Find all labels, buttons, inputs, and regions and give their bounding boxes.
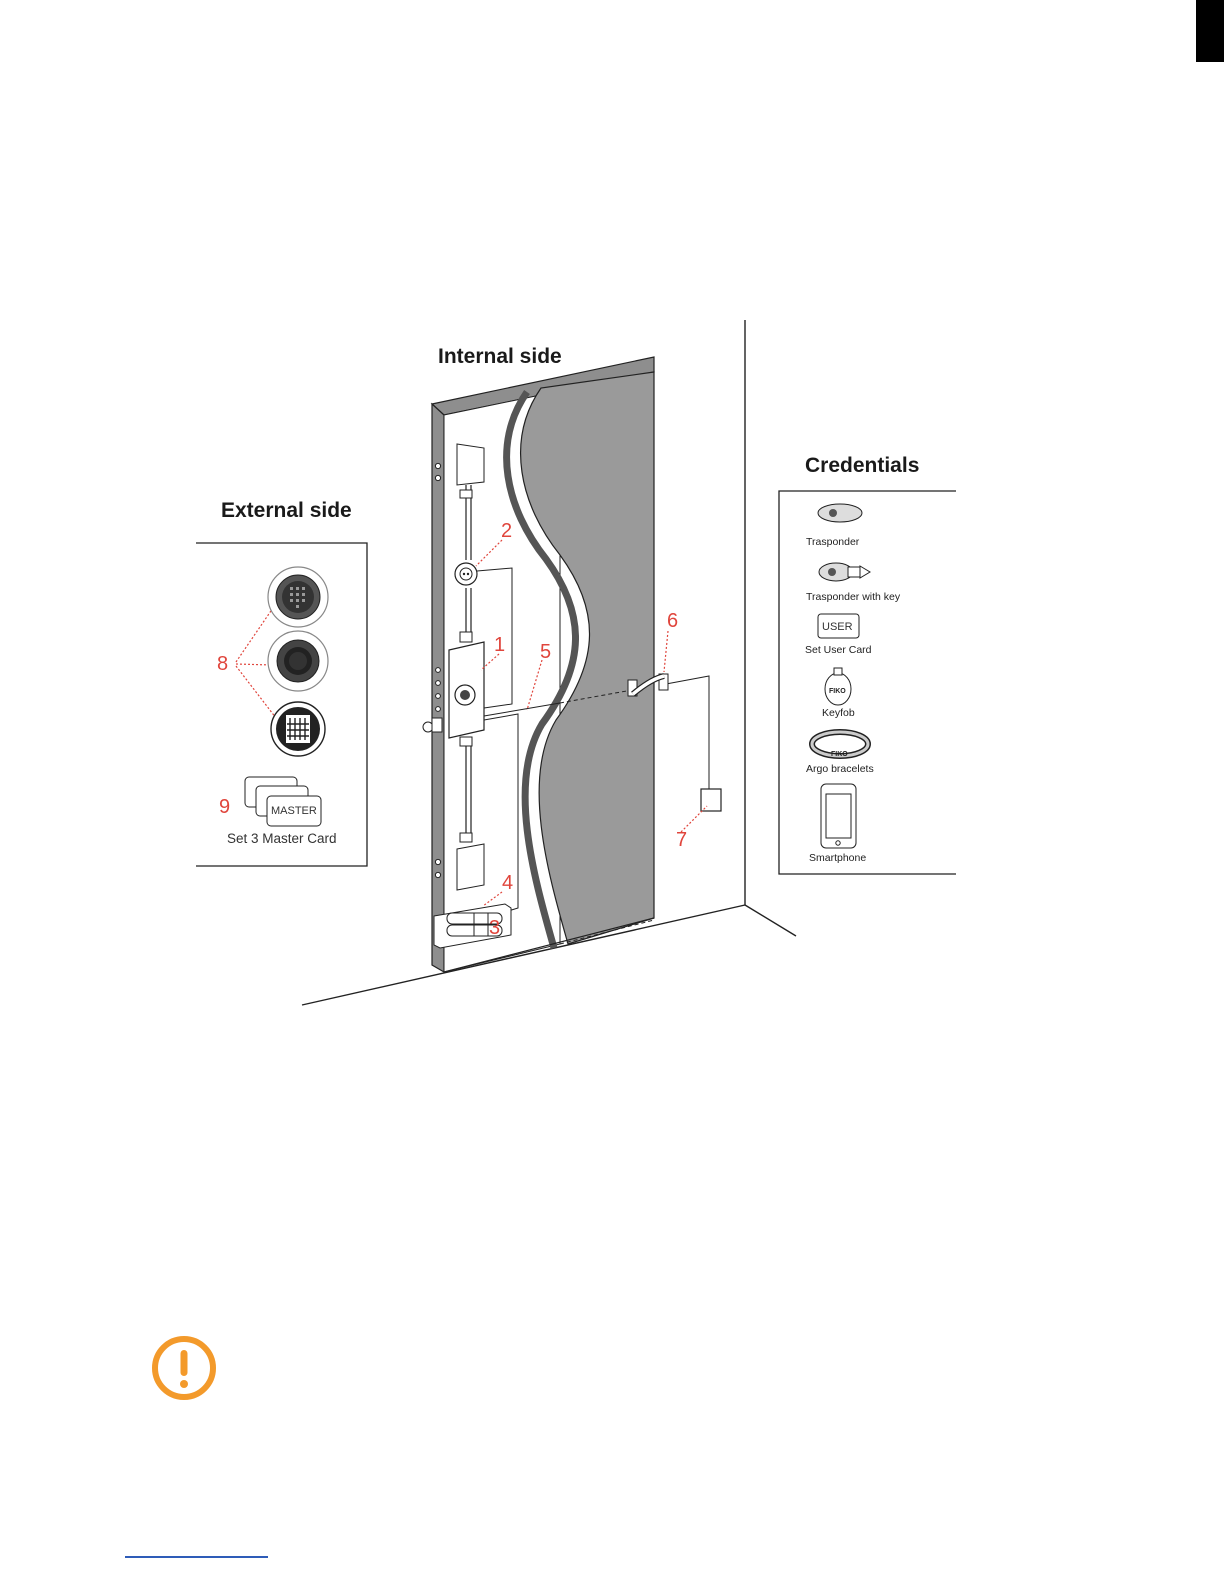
callout-1: 1 xyxy=(494,634,506,656)
callout-5: 5 xyxy=(540,641,552,663)
user-card-icon xyxy=(818,614,859,638)
wall-button xyxy=(701,789,721,811)
callout-6: 6 xyxy=(667,610,679,632)
callout-9: 9 xyxy=(219,796,231,818)
glass-reader-icon xyxy=(268,631,328,691)
footer-link-underline[interactable] xyxy=(125,1556,268,1558)
transponder-icon xyxy=(818,504,862,522)
keypad-reader-icon xyxy=(268,567,328,627)
user-card-badge: USER xyxy=(822,621,853,633)
credential-label: Keyfob xyxy=(822,707,855,719)
exclamation-circle-icon xyxy=(150,1334,218,1402)
credential-label: Trasponder with key xyxy=(806,591,901,603)
callout-3: 3 xyxy=(489,917,501,939)
keyfob-brand: FIKO xyxy=(829,688,846,695)
master-card-badge: MASTER xyxy=(271,805,317,817)
callout-7: 7 xyxy=(676,829,688,851)
internal-side-title: Internal side xyxy=(438,345,562,368)
callout-8: 8 xyxy=(217,653,229,675)
credential-label: Smartphone xyxy=(809,852,867,864)
bracelet-brand: FIKO xyxy=(831,751,848,758)
credential-label: Set User Card xyxy=(805,644,872,656)
smartphone-icon xyxy=(821,784,856,848)
credential-label: Trasponder xyxy=(806,536,860,548)
logo-reader-icon xyxy=(271,702,325,756)
callout-2: 2 xyxy=(501,520,513,542)
callout-4: 4 xyxy=(502,872,514,894)
credentials-panel xyxy=(779,491,956,874)
external-side-title: External side xyxy=(221,499,352,522)
credentials-title: Credentials xyxy=(805,454,920,477)
credential-label: Argo bracelets xyxy=(806,763,874,775)
transponder-with-key-icon xyxy=(819,563,870,581)
bracelet-icon xyxy=(812,732,868,758)
keyfob-icon xyxy=(825,668,851,705)
master-cards-icon xyxy=(245,777,321,826)
master-card-caption: Set 3 Master Card xyxy=(227,831,337,846)
